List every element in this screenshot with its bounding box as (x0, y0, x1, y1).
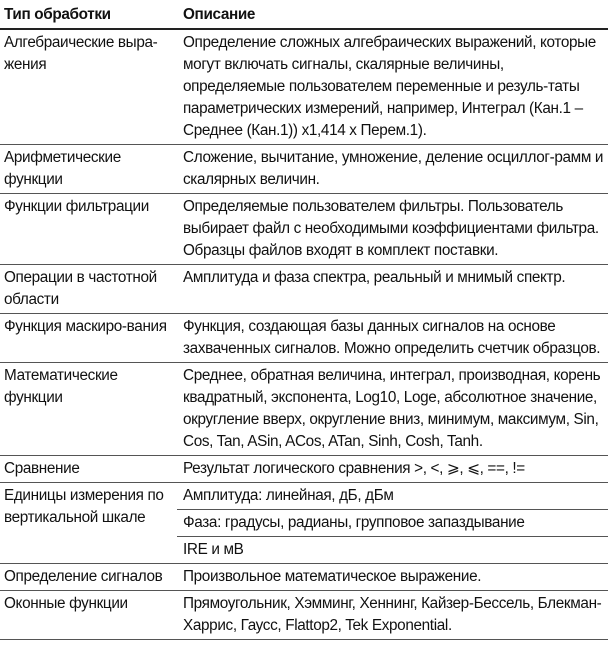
row-description: Функция, создающая базы данных сигналов на основе захваченных сигналов. Можно определить счетчик образцов. (177, 314, 608, 363)
row-description: Результат логического сравнения >, <, ⩾, ⩽, ==, != (177, 456, 608, 483)
table-row (0, 456, 608, 483)
table-row (0, 29, 608, 145)
row-type: Функция маскиро-вания (0, 314, 177, 363)
row-subdescription: Фаза: градусы, радианы, групповое запаздывание (177, 510, 608, 537)
table-row (0, 145, 608, 194)
row-description: Произвольное математическое выражение. (177, 564, 608, 591)
table-row (0, 194, 608, 265)
row-type: Математические функции (0, 363, 177, 456)
row-subdescription: IRE и мВ (177, 537, 608, 564)
table-row (0, 314, 608, 363)
table-row (0, 564, 608, 591)
header-description: Описание (177, 0, 608, 29)
header-processing-type: Тип обработки (0, 0, 177, 29)
table-row (0, 591, 608, 640)
row-type: Функции фильтрации (0, 194, 177, 265)
row-type: Арифметические функции (0, 145, 177, 194)
row-description: Амплитуда и фаза спектра, реальный и мнимый спектр. (177, 265, 608, 314)
row-description: Сложение, вычитание, умножение, деление осциллог-рамм и скалярных величин. (177, 145, 608, 194)
row-description: Определяемые пользователем фильтры. Пользователь выбирает файл с необходимыми коэффициентами фильтра. Образцы файлов входят в комплект поставки. (177, 194, 608, 265)
row-type: Определение сигналов (0, 564, 177, 591)
row-subdescription: Амплитуда: линейная, дБ, дБм (177, 483, 608, 510)
row-type: Операции в частотной области (0, 265, 177, 314)
table-row (0, 483, 608, 510)
row-type: Сравнение (0, 456, 177, 483)
row-type: Алгебраические выра-жения (4, 34, 158, 73)
row-description: Прямоугольник, Хэмминг, Хеннинг, Кайзер-Бессель, Блекман-Харрис, Гаусс, Flattop2, Tek Exponential. (177, 591, 608, 640)
table-header-row (0, 0, 608, 29)
row-description: Среднее, обратная величина, интеграл, производная, корень квадратный, экспонента, Log10, Loge, абсолютное значение, округление вверх, округление вниз, минимум, максимум, Sin, Cos, Tan, ASin, ACos, ATan, Sinh, Cosh, Tanh. (177, 363, 608, 456)
table-row (0, 265, 608, 314)
table-row (0, 363, 608, 456)
row-description: Определение сложных алгебраических выражений, которые могут включать сигналы, скалярные величины, определяемые пользователем переменные и резуль-таты параметрических измерений, например, Интеграл (Кан.1 – Среднее (Кан.1)) x1,414 x Перем.1). (183, 34, 596, 139)
row-type: Оконные функции (0, 591, 177, 640)
row-type: Единицы измерения по вертикальной шкале (0, 483, 177, 564)
